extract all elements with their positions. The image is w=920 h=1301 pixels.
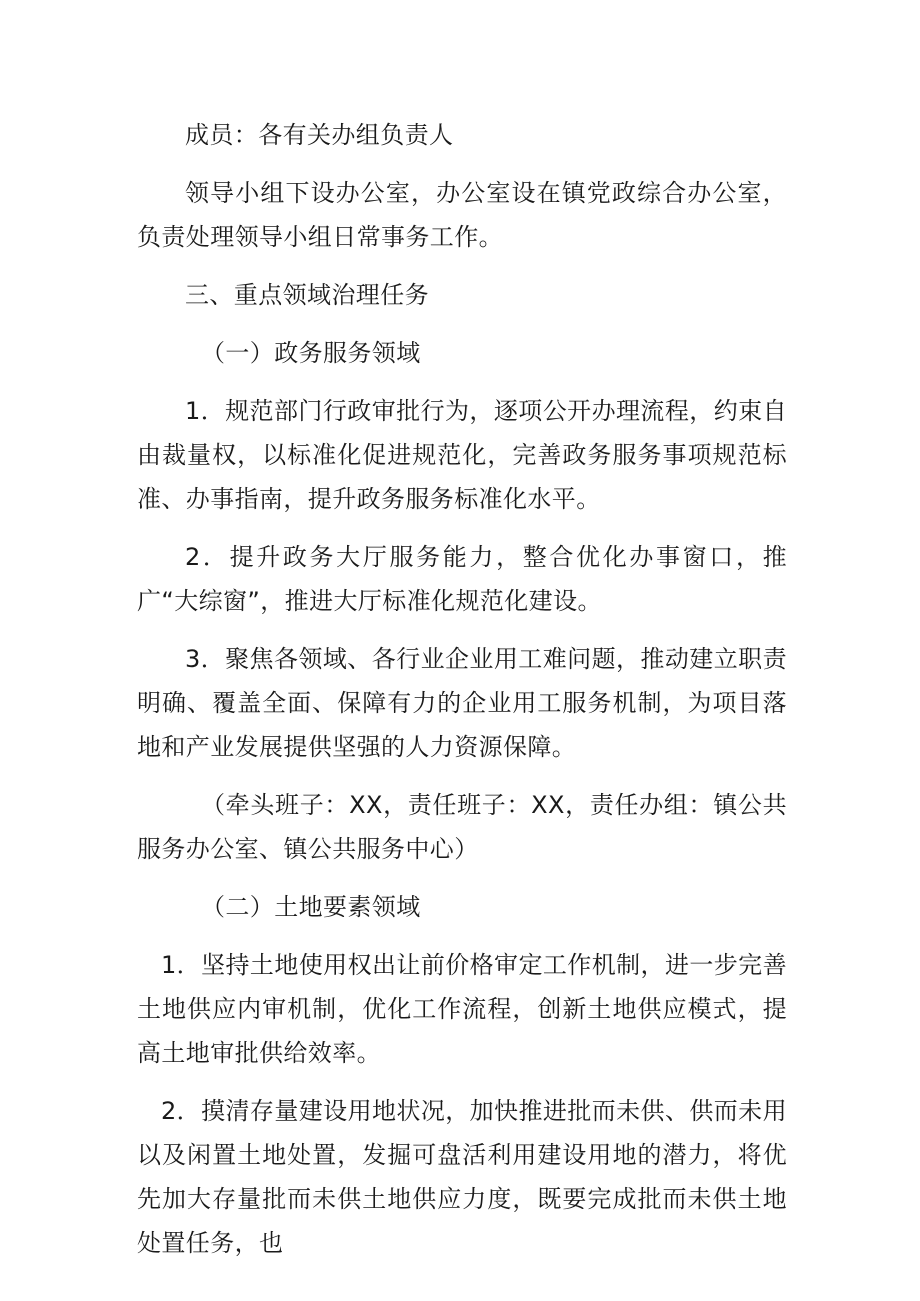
gov-service-item-3: 3．聚焦各领域、各行业企业用工难问题，推动建立职责明确、覆盖全面、保障有力的企业用工服务机制，为项目落地和产业发展提供坚强的人力资源保障。: [137, 645, 787, 761]
members-line: 成员：各有关办组负责人: [185, 121, 454, 149]
gov-service-item-1: 1．规范部门行政审批行为，逐项公开办理流程，约束自由裁量权，以标准化促进规范化，完善政务服务事项规范标准、办事指南，提升政务服务标准化水平。: [137, 397, 787, 513]
land-item-1: 1．坚持土地使用权出让前价格审定工作机制，进一步完善土地供应内审机制，优化工作流程，创新土地供应模式，提高土地审批供给效率。: [137, 951, 787, 1067]
office-paragraph: 领导小组下设办公室，办公室设在镇党政综合办公室，负责处理领导小组日常事务工作。: [137, 179, 787, 251]
document-body: [137, 113, 787, 1279]
subsection-heading-2: （二）土地要素领域: [201, 893, 421, 921]
gov-service-item-2: 2．提升政务大厅服务能力，整合优化办事窗口，推广“大综窗”，推进大厅标准化规范化建设。: [137, 543, 787, 615]
section-heading-3: 三、重点领域治理任务: [185, 281, 429, 309]
land-item-2: 2．摸清存量建设用地状况，加快推进批而未供、供而未用以及闲置土地处置，发掘可盘活利用建设用地的潜力，将优先加大存量批而未供土地供应力度，既要完成批而未供土地处置任务，也: [137, 1097, 787, 1257]
responsibility-note: （牵头班子：XX，责任班子：XX，责任办组：镇公共服务办公室、镇公共服务中心）: [137, 791, 787, 863]
subsection-heading-1: （一）政务服务领域: [201, 339, 421, 367]
